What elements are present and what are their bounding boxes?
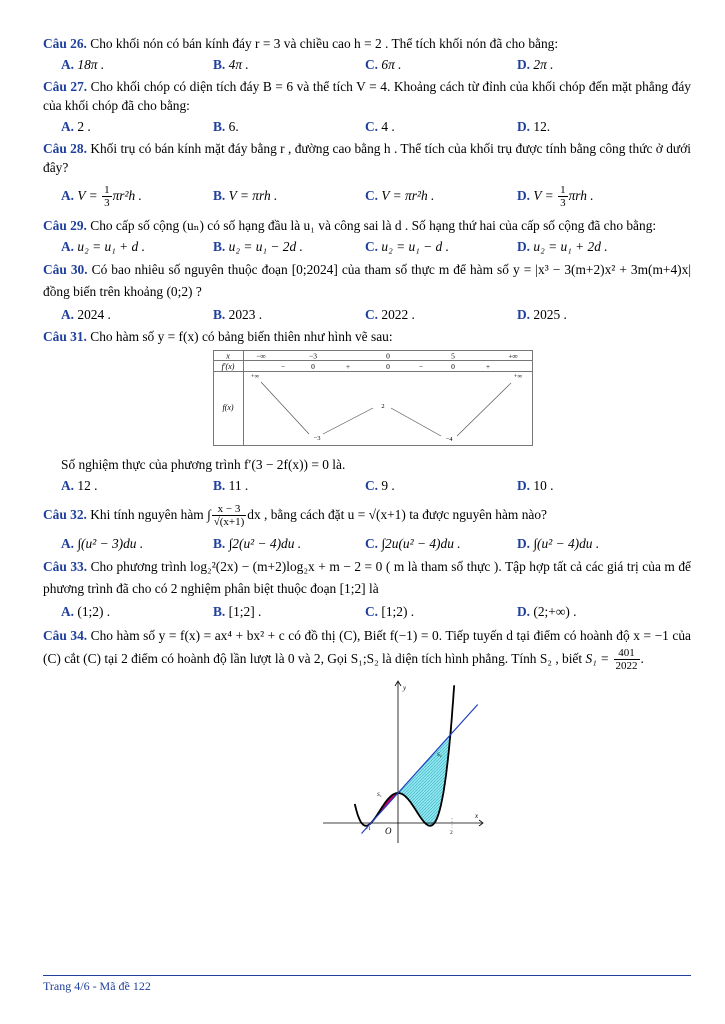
question-27 <box>43 77 691 115</box>
option-a[interactable]: A. (1;2) . <box>61 604 111 619</box>
option-b[interactable]: B. 6. <box>213 119 239 134</box>
options-30 <box>43 305 691 324</box>
exam-page <box>43 34 691 853</box>
option-d[interactable]: D. 12. <box>517 119 551 134</box>
option-a[interactable]: A. 18π . <box>61 57 105 72</box>
options-33 <box>43 602 691 621</box>
page-footer <box>43 975 691 994</box>
option-a[interactable]: A. 2 . <box>61 119 91 134</box>
option-d[interactable]: D. 10 . <box>517 478 554 493</box>
variation-table <box>213 350 691 451</box>
variation-table-f-label: f(x) <box>222 403 234 412</box>
table-sign: + <box>485 362 491 371</box>
table-x-value: 5 <box>451 351 455 361</box>
option-b[interactable]: B. [1;2] . <box>213 604 262 619</box>
x-axis-label: x <box>475 812 479 821</box>
question-text: Cho khối nón có bán kính đáy r = 3 và chiều cao h = 2 . Thể tích khối nón đã cho bằng: <box>90 36 559 51</box>
table-f-value: −4 <box>445 436 453 443</box>
table-f-value: 2 <box>381 403 385 410</box>
table-sign: − <box>280 362 286 371</box>
table-sign: 0 <box>311 362 315 371</box>
option-c[interactable]: C. ∫2u(u² − 4)du . <box>365 536 461 551</box>
variation-table-fp-label: f′(x) <box>221 362 235 371</box>
question-label: Câu 32. <box>43 507 87 522</box>
table-x-value: +∞ <box>508 351 518 361</box>
option-d[interactable]: D. 2π . <box>517 57 554 72</box>
question-28 <box>43 139 691 177</box>
option-b[interactable]: B. ∫2(u² − 4)du . <box>213 536 302 551</box>
function-graph <box>277 678 691 853</box>
option-d[interactable]: D. (2;+∞) . <box>517 604 577 619</box>
option-c[interactable]: C. [1;2) . <box>365 604 415 619</box>
option-c[interactable]: C. 4 . <box>365 119 395 134</box>
table-f-value: +∞ <box>513 373 523 380</box>
origin-label: O <box>385 826 392 837</box>
question-34: Câu 34. Cho hàm số y = f(x) = ax⁴ + bx² + c có đồ thị (C), Biết f(−1) = 0. Tiếp tuyến d tại điểm có hoành độ x = −1 của (C) cắt (C) tại 2 điểm có hoành độ lần lượt là 0 và 2, Gọi S₁;S₂ là diện tích hình phẳng. Tính S₂ , biết S₁ = $\frac{401}{2022}$ . <box>43 628 691 673</box>
question-text: Cho khối chóp có diện tích đáy B = 6 và thể tích V = 4. Khoảng cách từ đỉnh của khối chóp đến mặt phẳng đáy của khối chóp đã cho bằng: <box>43 79 691 113</box>
variation-table-svg <box>213 350 533 446</box>
options-26 <box>43 55 691 74</box>
options-32 <box>43 534 691 553</box>
question-31-after: Số nghiệm thực của phương trình f′(3 − 2f(x)) = 0 là. <box>61 457 346 472</box>
graph-svg <box>277 678 489 848</box>
question-text: Cho cấp số cộng (uₙ) có số hạng đầu là u₁ và công sai là d . Số hạng thứ hai của cấp số cộng đã cho bằng: <box>90 218 657 233</box>
question-33 <box>43 556 691 600</box>
table-arrow <box>261 382 309 434</box>
table-arrow <box>457 383 511 436</box>
option-d[interactable]: D. u₂ = u₁ + 2d . <box>517 239 608 254</box>
options-27 <box>43 117 691 136</box>
question-label: Câu 28. <box>43 141 87 156</box>
option-c[interactable]: C. 6π . <box>365 57 402 72</box>
question-text: Cho hàm số y = f(x) = ax⁴ + bx² + c có đồ thị (C), Biết f(−1) = 0. Tiếp tuyến d tại điểm có hoành độ x = −1 của (C) cắt (C) tại 2 điểm có hoành độ lần lượt là 0 và 2, Gọi S₁;S₂ là diện tích hình phẳng. Tính S₂ , biết <box>43 628 691 666</box>
table-arrow <box>391 408 441 436</box>
question-label: Câu 30. <box>43 262 88 277</box>
tick-label-2: 2 <box>450 830 453 837</box>
option-c[interactable]: C. 2022 . <box>365 307 415 322</box>
table-x-value: −∞ <box>256 351 266 361</box>
question-text: Khối trụ có bán kính mặt đáy bằng r , đường cao bằng h . Thể tích của khối trụ được tính bằng công thức ở dưới đây? <box>43 141 691 175</box>
footer-text: Trang 4/6 - Mã đề 122 <box>43 979 151 993</box>
question-label: Câu 34. <box>43 628 88 643</box>
option-a[interactable]: A. 2024 . <box>61 307 111 322</box>
table-sign: − <box>418 362 424 371</box>
options-31 <box>43 476 691 495</box>
options-28 <box>43 179 691 213</box>
table-f-value: −3 <box>313 435 321 442</box>
table-sign: 0 <box>386 362 390 371</box>
question-text: Cho hàm số y = f(x) có bảng biến thiên như hình vẽ sau: <box>90 329 393 344</box>
option-a[interactable]: A. u₂ = u₁ + d . <box>61 239 145 254</box>
question-label: Câu 29. <box>43 218 87 233</box>
variation-table-x-label: x <box>226 351 230 361</box>
area-s2 <box>398 715 452 826</box>
question-31 <box>43 327 691 346</box>
option-c[interactable]: C. 9 . <box>365 478 395 493</box>
option-c[interactable]: C. V = πr²h . <box>365 188 435 203</box>
option-d[interactable]: D. ∫(u² − 4)du . <box>517 536 600 551</box>
option-b[interactable]: B. 2023 . <box>213 307 263 322</box>
option-a[interactable]: A. ∫(u² − 3)du . <box>61 536 144 551</box>
option-d[interactable]: D. 2025 . <box>517 307 567 322</box>
table-x-value: −3 <box>309 351 317 361</box>
option-b[interactable]: B. u₂ = u₁ − 2d . <box>213 239 303 254</box>
question-label: Câu 27. <box>43 79 88 94</box>
s1-label: S₁ <box>377 792 382 799</box>
question-label: Câu 33. <box>43 559 88 574</box>
option-b[interactable]: B. 11 . <box>213 478 249 493</box>
options-29 <box>43 237 691 256</box>
question-text: Cho phương trình log₂²(2x) − (m+2)log₂x + m − 2 = 0 ( m là tham số thực ). Tập hợp tất cả các giá trị của m để phương trình đã cho có 2 nghiệm phân biệt thuộc đoạn [1;2] là <box>43 559 691 596</box>
table-x-value: 0 <box>386 351 390 361</box>
question-30 <box>43 259 691 303</box>
question-label: Câu 31. <box>43 329 87 344</box>
question-26 <box>43 34 691 53</box>
question-text: Có bao nhiêu số nguyên thuộc đoạn [0;2024] của tham số thực m để hàm số y = |x³ − 3(m+2)x² + 3m(m+4)x| đồng biến trên khoảng (0;2) ? <box>43 262 691 299</box>
s2-label: S₂ <box>437 752 442 759</box>
option-c[interactable]: C. u₂ = u₁ − d . <box>365 239 449 254</box>
table-sign: 0 <box>451 362 455 371</box>
question-29 <box>43 216 691 235</box>
question-32: Câu 32. Khi tính nguyên hàm ∫ $\frac{x - 3}{√(x+1)}$ dx , bằng cách đặt u = √(x+1) ta được nguyên hàm nào? <box>43 503 547 529</box>
y-axis-label: y <box>403 684 407 693</box>
option-b[interactable]: B. 4π . <box>213 57 249 72</box>
option-a[interactable]: A. V = $\frac{1}{3}$ πr²h . <box>61 184 142 210</box>
option-b[interactable]: B. V = πrh . <box>213 188 278 203</box>
option-d[interactable]: D. V = $\frac{1}{3}$ πrh . <box>517 184 594 210</box>
tick-label-neg1: −1 <box>365 826 371 833</box>
question-label: Câu 26. <box>43 36 87 51</box>
option-a[interactable]: A. 12 . <box>61 478 98 493</box>
table-f-value: +∞ <box>250 373 260 380</box>
table-sign: + <box>345 362 351 371</box>
table-arrow <box>323 408 373 434</box>
